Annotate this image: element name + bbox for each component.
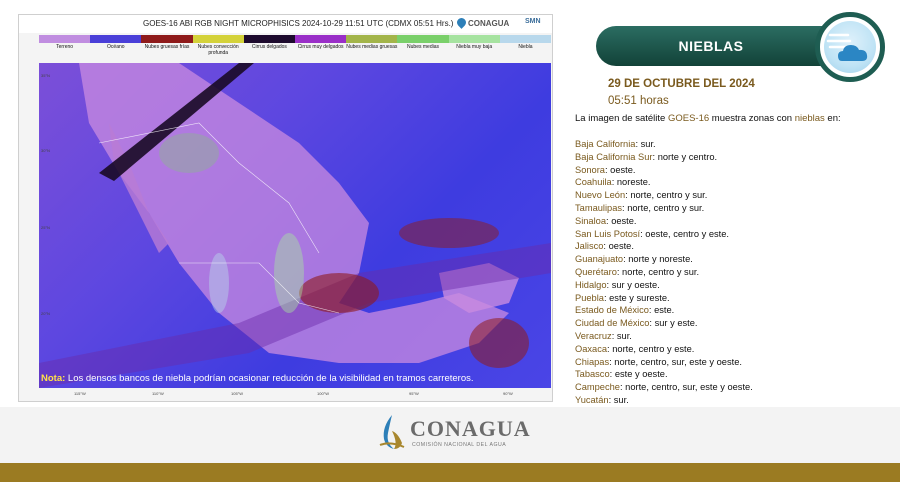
state-name: Oaxaca bbox=[575, 343, 608, 354]
note-text: Los densos bancos de niebla podrían ocasionar reducción de la visibilidad en tramos carreteros. bbox=[65, 373, 474, 384]
state-colon: : bbox=[604, 164, 608, 175]
legend-label: Nubes medias bbox=[407, 44, 439, 50]
state-item bbox=[575, 356, 753, 369]
legend-swatch bbox=[244, 35, 295, 43]
state-name: Chiapas bbox=[575, 356, 610, 367]
state-item bbox=[575, 266, 753, 279]
state-name: Tamaulipas bbox=[575, 202, 623, 213]
state-colon: : bbox=[648, 305, 652, 316]
states-list bbox=[575, 138, 753, 407]
state-colon: : bbox=[611, 177, 615, 188]
state-colon: : bbox=[640, 228, 643, 239]
water-drop-icon bbox=[455, 16, 468, 29]
state-name: Puebla bbox=[575, 292, 604, 303]
state-item bbox=[575, 164, 753, 177]
state-detail: norte, centro y sur. bbox=[627, 190, 708, 201]
state-name: Nuevo León bbox=[575, 190, 626, 201]
legend-label: Niebla bbox=[518, 44, 533, 50]
legend-label: Océano bbox=[107, 44, 125, 50]
state-item bbox=[575, 240, 753, 253]
lat-label: 35°N bbox=[41, 73, 50, 78]
state-detail: norte, centro y este. bbox=[609, 343, 695, 354]
legend-item bbox=[244, 35, 295, 62]
state-item bbox=[575, 202, 753, 215]
state-detail: sur. bbox=[638, 139, 656, 149]
intro-satellite: GOES-16 bbox=[667, 113, 710, 124]
legend bbox=[39, 35, 551, 62]
state-item bbox=[575, 228, 753, 241]
lon-label: 95°W bbox=[409, 391, 419, 396]
map-image bbox=[39, 63, 551, 388]
state-colon: : bbox=[623, 254, 626, 265]
lat-label: 30°N bbox=[41, 148, 50, 153]
state-name: Baja California Sur bbox=[575, 151, 653, 162]
state-detail: sur. bbox=[611, 394, 629, 405]
state-name: Baja California bbox=[575, 139, 636, 149]
satellite-map bbox=[39, 63, 551, 388]
state-detail: noreste. bbox=[614, 177, 651, 188]
state-name: Coahuila bbox=[575, 177, 612, 188]
state-detail: este y oeste. bbox=[612, 369, 668, 380]
state-detail: oeste. bbox=[606, 241, 634, 252]
report-date: 29 DE OCTUBRE DEL 2024 bbox=[608, 78, 755, 90]
legend-label: Cirrus muy delgados bbox=[297, 44, 344, 50]
conagua-logo bbox=[376, 413, 531, 453]
state-colon: : bbox=[649, 318, 653, 329]
state-colon: : bbox=[652, 151, 656, 162]
lon-label: 100°W bbox=[317, 391, 330, 396]
smn-logo: SMN bbox=[525, 18, 541, 25]
legend-item bbox=[39, 35, 90, 62]
state-colon: : bbox=[606, 279, 610, 290]
state-item bbox=[575, 292, 753, 305]
legend-label: Nubes medias gruesas bbox=[346, 44, 398, 50]
state-detail: norte, centro y sur. bbox=[624, 202, 705, 213]
state-name: Estado de México bbox=[575, 305, 649, 316]
title-banner bbox=[596, 26, 846, 66]
state-colon: : bbox=[616, 266, 620, 277]
lat-label: 25°N bbox=[41, 225, 50, 230]
legend-swatch bbox=[500, 35, 551, 43]
state-colon: : bbox=[603, 292, 607, 303]
state-name: Guanajuato bbox=[575, 254, 624, 265]
state-name: Tabasco bbox=[575, 369, 610, 380]
state-item bbox=[575, 317, 753, 330]
legend-item bbox=[295, 35, 346, 62]
page-title: NIEBLAS bbox=[678, 38, 744, 54]
lon-label: 110°W bbox=[152, 391, 164, 396]
legend-label: Terreno bbox=[56, 44, 74, 50]
lon-label: 105°W bbox=[231, 391, 244, 396]
state-detail: sur y este. bbox=[652, 318, 698, 329]
state-item bbox=[575, 138, 753, 151]
legend-label: Cirrus delgados bbox=[251, 44, 287, 50]
state-item bbox=[575, 368, 753, 381]
note-label: Nota: bbox=[41, 373, 66, 384]
conagua-emblem-icon bbox=[376, 413, 408, 453]
state-detail: norte, centro, sur, este y oeste. bbox=[622, 382, 753, 393]
fog-badge bbox=[815, 12, 885, 82]
state-name: Jalisco bbox=[575, 241, 604, 252]
state-item bbox=[575, 189, 753, 202]
state-colon: : bbox=[608, 394, 612, 405]
legend-item bbox=[449, 35, 500, 62]
conagua-small-text: CONAGUA bbox=[468, 19, 510, 28]
state-name: Yucatán bbox=[575, 394, 609, 405]
state-item bbox=[575, 279, 753, 292]
state-item bbox=[575, 330, 753, 343]
state-detail: sur. bbox=[614, 330, 632, 341]
state-name: Ciudad de México bbox=[575, 318, 650, 329]
legend-item bbox=[193, 35, 244, 62]
state-colon: : bbox=[635, 139, 639, 149]
state-detail: oeste. bbox=[608, 215, 637, 226]
state-colon: : bbox=[619, 382, 623, 393]
legend-label: Niebla muy baja bbox=[456, 44, 493, 50]
state-item bbox=[575, 343, 753, 356]
lon-label: 90°W bbox=[503, 391, 513, 396]
gold-bar bbox=[0, 463, 900, 482]
state-name: Querétaro bbox=[575, 266, 617, 277]
state-detail: sur y oeste. bbox=[609, 279, 660, 290]
state-detail: norte, centro, sur, este y oeste. bbox=[611, 356, 742, 367]
legend-swatch bbox=[295, 35, 346, 43]
legend-item bbox=[500, 35, 551, 62]
state-colon: : bbox=[609, 369, 613, 380]
conagua-subtitle: COMISIÓN NACIONAL DEL AGUA bbox=[412, 442, 507, 448]
legend-label: Nubes gruesas frías bbox=[144, 44, 190, 50]
intro-text bbox=[575, 113, 841, 124]
note bbox=[41, 373, 474, 384]
state-name: Hidalgo bbox=[575, 279, 607, 290]
state-colon: : bbox=[607, 343, 610, 354]
state-item bbox=[575, 215, 753, 228]
satellite-title: GOES-16 ABI RGB NIGHT MICROPHISICS 2024-10-29 11:51 UTC (CDMX 05:51 Hrs.) bbox=[143, 19, 454, 28]
legend-swatch bbox=[346, 35, 397, 43]
satellite-header bbox=[19, 15, 552, 33]
intro-part: muestra zonas con bbox=[709, 113, 795, 124]
state-item bbox=[575, 381, 753, 394]
state-colon: : bbox=[625, 190, 628, 201]
report-time: 05:51 horas bbox=[608, 95, 669, 107]
state-colon: : bbox=[609, 356, 612, 367]
state-detail: oeste, centro y este. bbox=[642, 228, 730, 239]
state-detail: oeste. bbox=[607, 164, 636, 175]
legend-item bbox=[397, 35, 448, 62]
state-detail: este y sureste. bbox=[606, 292, 670, 303]
state-colon: : bbox=[611, 330, 615, 341]
legend-item bbox=[141, 35, 192, 62]
state-name: Campeche bbox=[575, 382, 620, 393]
intro-part: en: bbox=[824, 113, 841, 124]
lat-label: 20°N bbox=[41, 311, 50, 316]
state-item bbox=[575, 304, 753, 317]
legend-swatch bbox=[39, 35, 90, 43]
state-detail: norte, centro y sur. bbox=[619, 266, 700, 277]
state-colon: : bbox=[606, 215, 609, 226]
state-detail: norte y centro. bbox=[655, 151, 718, 162]
legend-swatch bbox=[141, 35, 192, 43]
state-item bbox=[575, 394, 753, 407]
state-colon: : bbox=[603, 241, 607, 252]
conagua-wordmark: CONAGUA bbox=[410, 416, 531, 441]
state-name: Sinaloa bbox=[575, 215, 607, 226]
legend-swatch bbox=[193, 35, 244, 43]
intro-keyword: nieblas bbox=[794, 113, 825, 124]
satellite-panel bbox=[18, 14, 553, 402]
lon-label: 115°W bbox=[74, 391, 86, 396]
legend-swatch bbox=[449, 35, 500, 43]
state-name: Veracruz bbox=[575, 330, 612, 341]
legend-item bbox=[90, 35, 141, 62]
state-colon: : bbox=[622, 202, 625, 213]
state-item bbox=[575, 176, 753, 189]
state-item bbox=[575, 253, 753, 266]
legend-swatch bbox=[397, 35, 448, 43]
state-item bbox=[575, 151, 753, 164]
state-detail: norte y noreste. bbox=[625, 254, 693, 265]
legend-label: Nubes convección profunda bbox=[197, 44, 239, 56]
legend-item bbox=[346, 35, 397, 62]
legend-swatch bbox=[90, 35, 141, 43]
intro-part: La imagen de satélite bbox=[575, 113, 668, 124]
state-name: San Luis Potosí bbox=[575, 228, 641, 239]
state-name: Sonora bbox=[575, 164, 605, 175]
state-detail: este. bbox=[651, 305, 675, 316]
fog-cloud-icon bbox=[824, 21, 876, 73]
conagua-small-logo bbox=[457, 18, 509, 28]
